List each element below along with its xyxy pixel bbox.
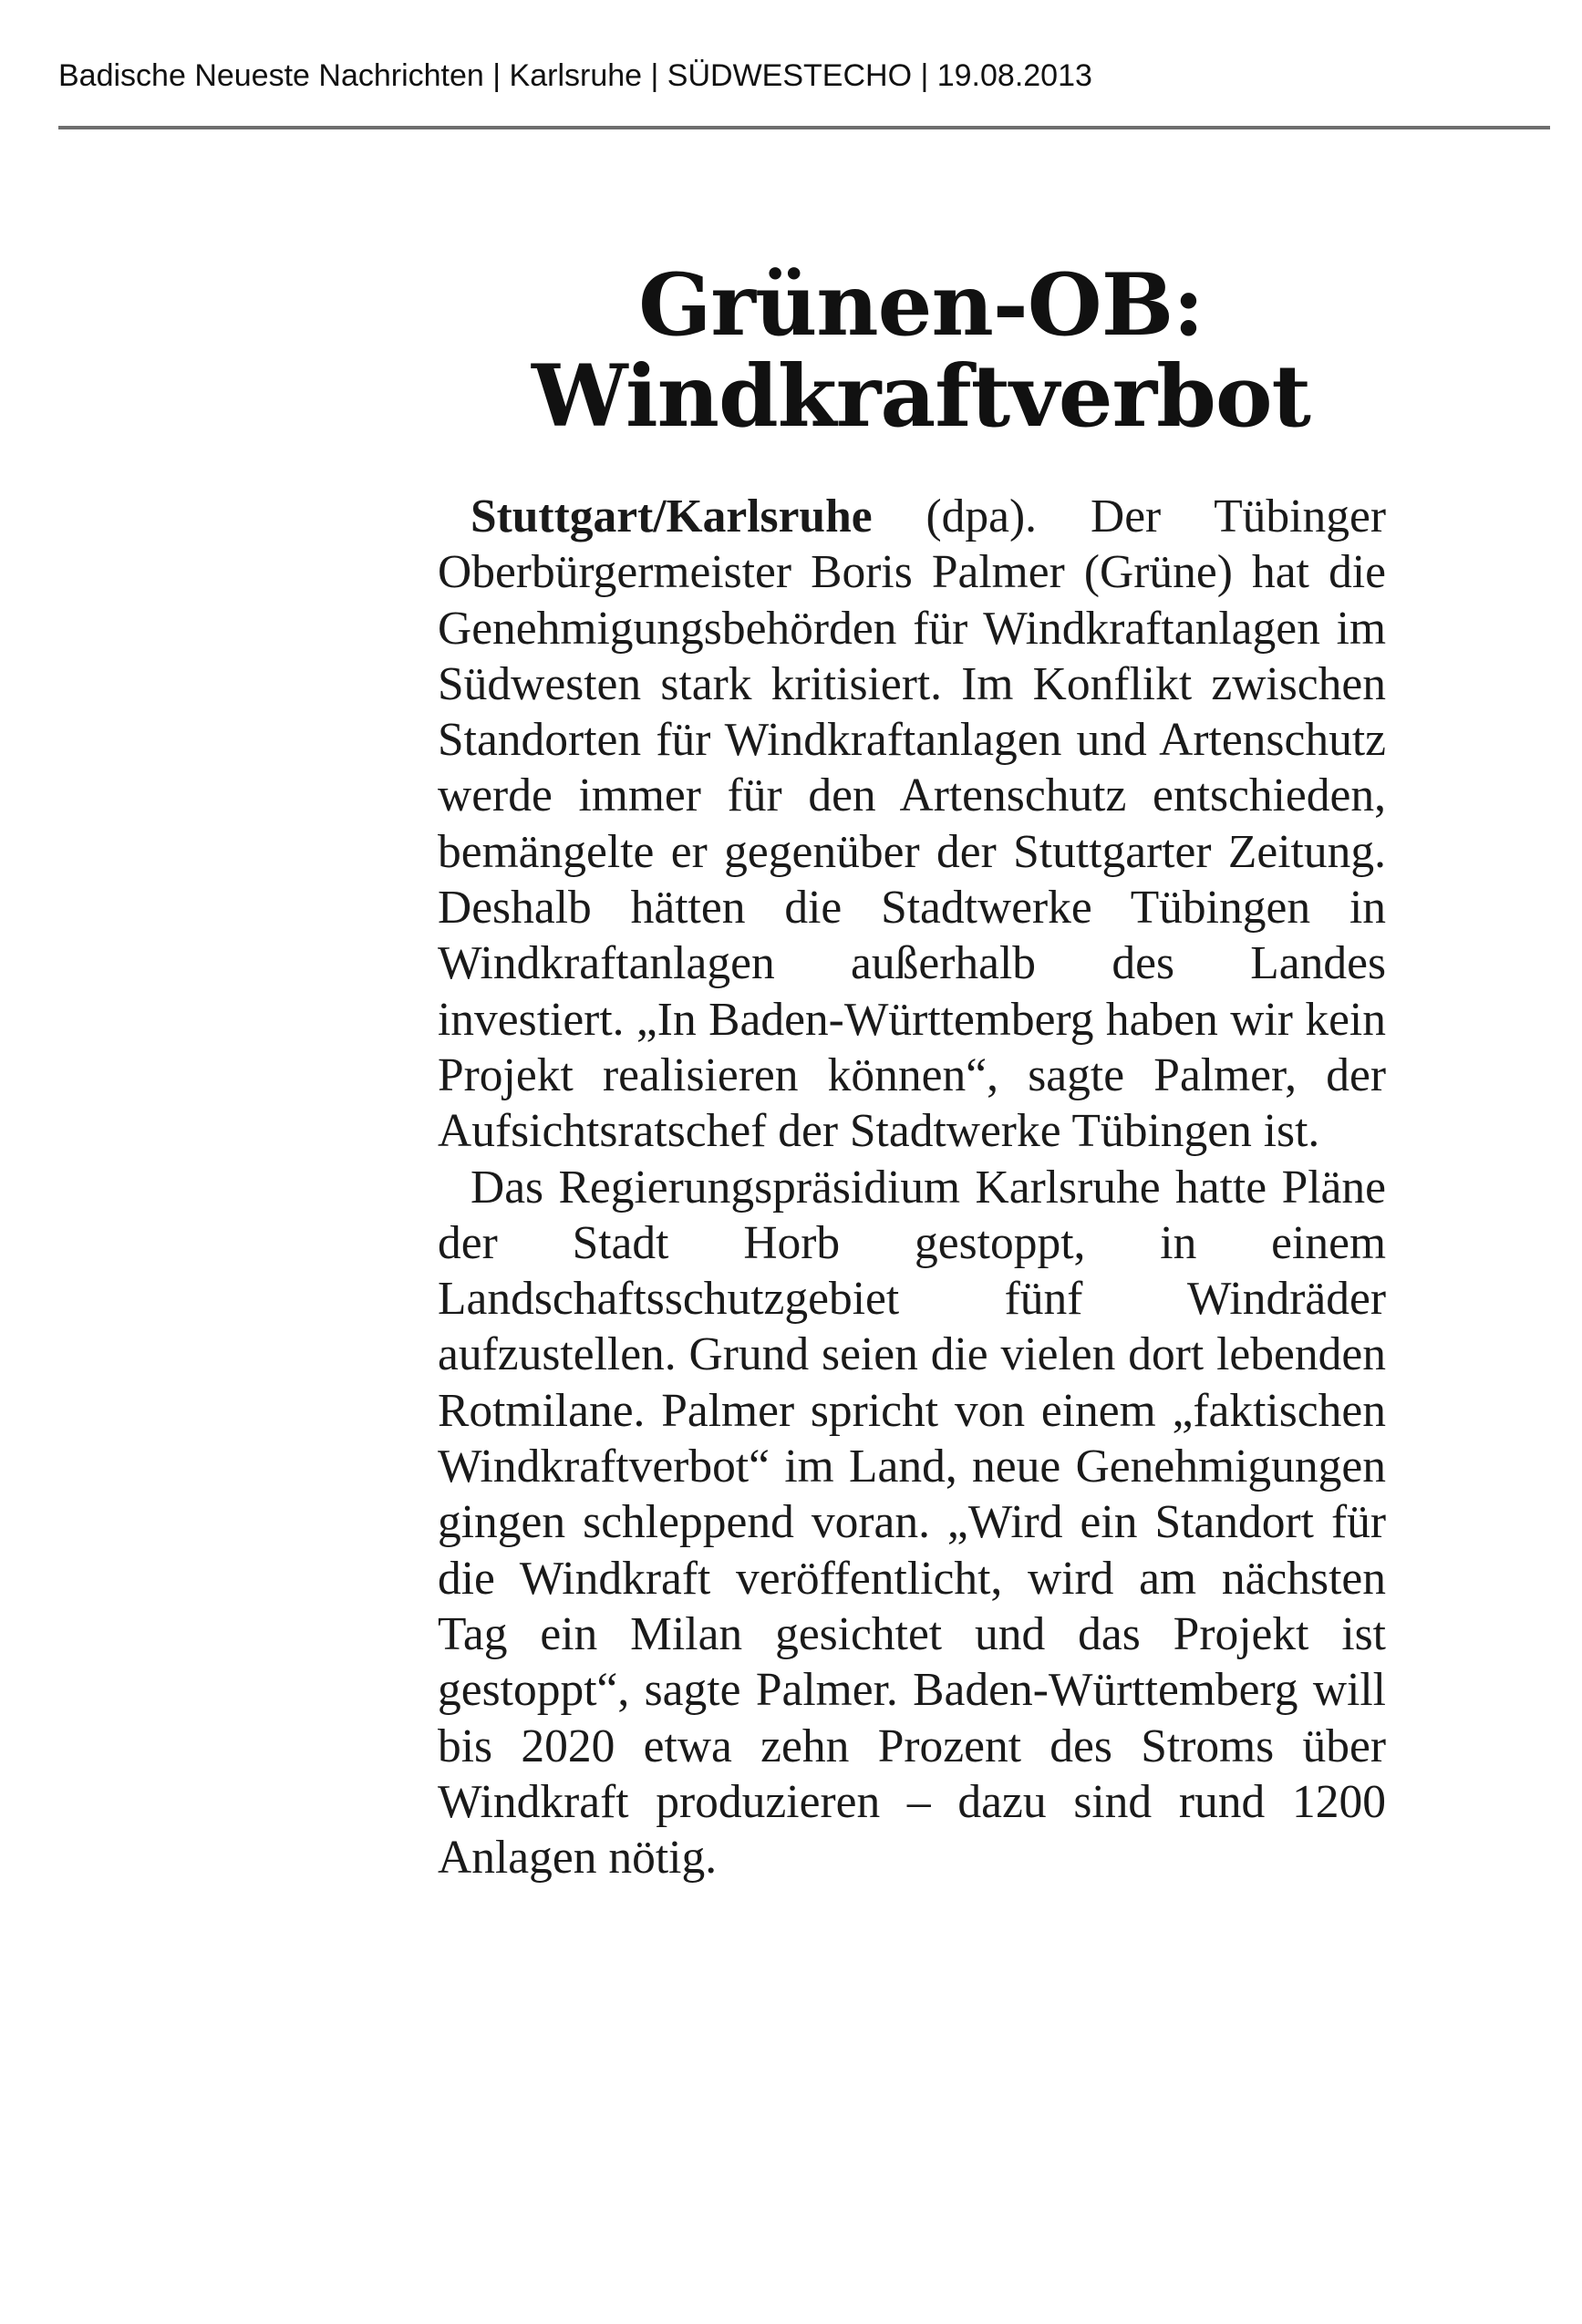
article-headline bbox=[429, 255, 1413, 447]
headline-line-1: Grünen-OB: bbox=[638, 255, 1204, 356]
paragraph-1-text: (dpa). Der Tübinger Oberbürgermeister Boris Palmer (Grüne) hat die Genehmigungsbehörden für Windkraftanlagen im Südwesten stark kritisiert. Im Konflikt zwischen Standorten für Windkraftanlagen und Artenschutz werde immer für den Artenschutz entschieden, bemängelte er gegenüber der Stuttgarter Zeitung. Deshalb hätten die Stadtwerke Tübingen in Windkraftanlagen außerhalb des Landes investiert. „In Baden-Württemberg haben wir kein Projekt realisieren können“, sagte Palmer, der Aufsichtsratschef der Stadtwerke Tübingen ist. bbox=[438, 491, 1386, 1158]
publication-header: Badische Neueste Nachrichten | Karlsruhe | SÜDWESTECHO | 19.08.2013 bbox=[58, 58, 1092, 93]
article-paragraph-1 bbox=[438, 489, 1386, 1160]
article-body bbox=[438, 489, 1386, 1885]
header-divider bbox=[58, 126, 1550, 129]
article-paragraph-2: Das Regierungspräsidium Karlsruhe hatte Pläne der Stadt Horb gestoppt, in einem Landschaftsschutzgebiet fünf Windräder aufzustellen. Grund seien die vielen dort lebenden Rotmilane. Palmer spricht von einem „faktischen Windkraftverbot“ im Land, neue Genehmigungen gingen schleppend voran. „Wird ein Standort für die Windkraft veröffentlicht, wird am nächsten Tag ein Milan gesichtet und das Projekt ist gestoppt“, sagte Palmer. Baden-Württemberg will bis 2020 etwa zehn Prozent des Stroms über Windkraft produzieren – dazu sind rund 1200 Anlagen nötig. bbox=[438, 1161, 1386, 1885]
headline-line-2: Windkraftverbot bbox=[532, 346, 1310, 447]
article-dateline: Stuttgart/Karlsruhe bbox=[470, 491, 873, 542]
